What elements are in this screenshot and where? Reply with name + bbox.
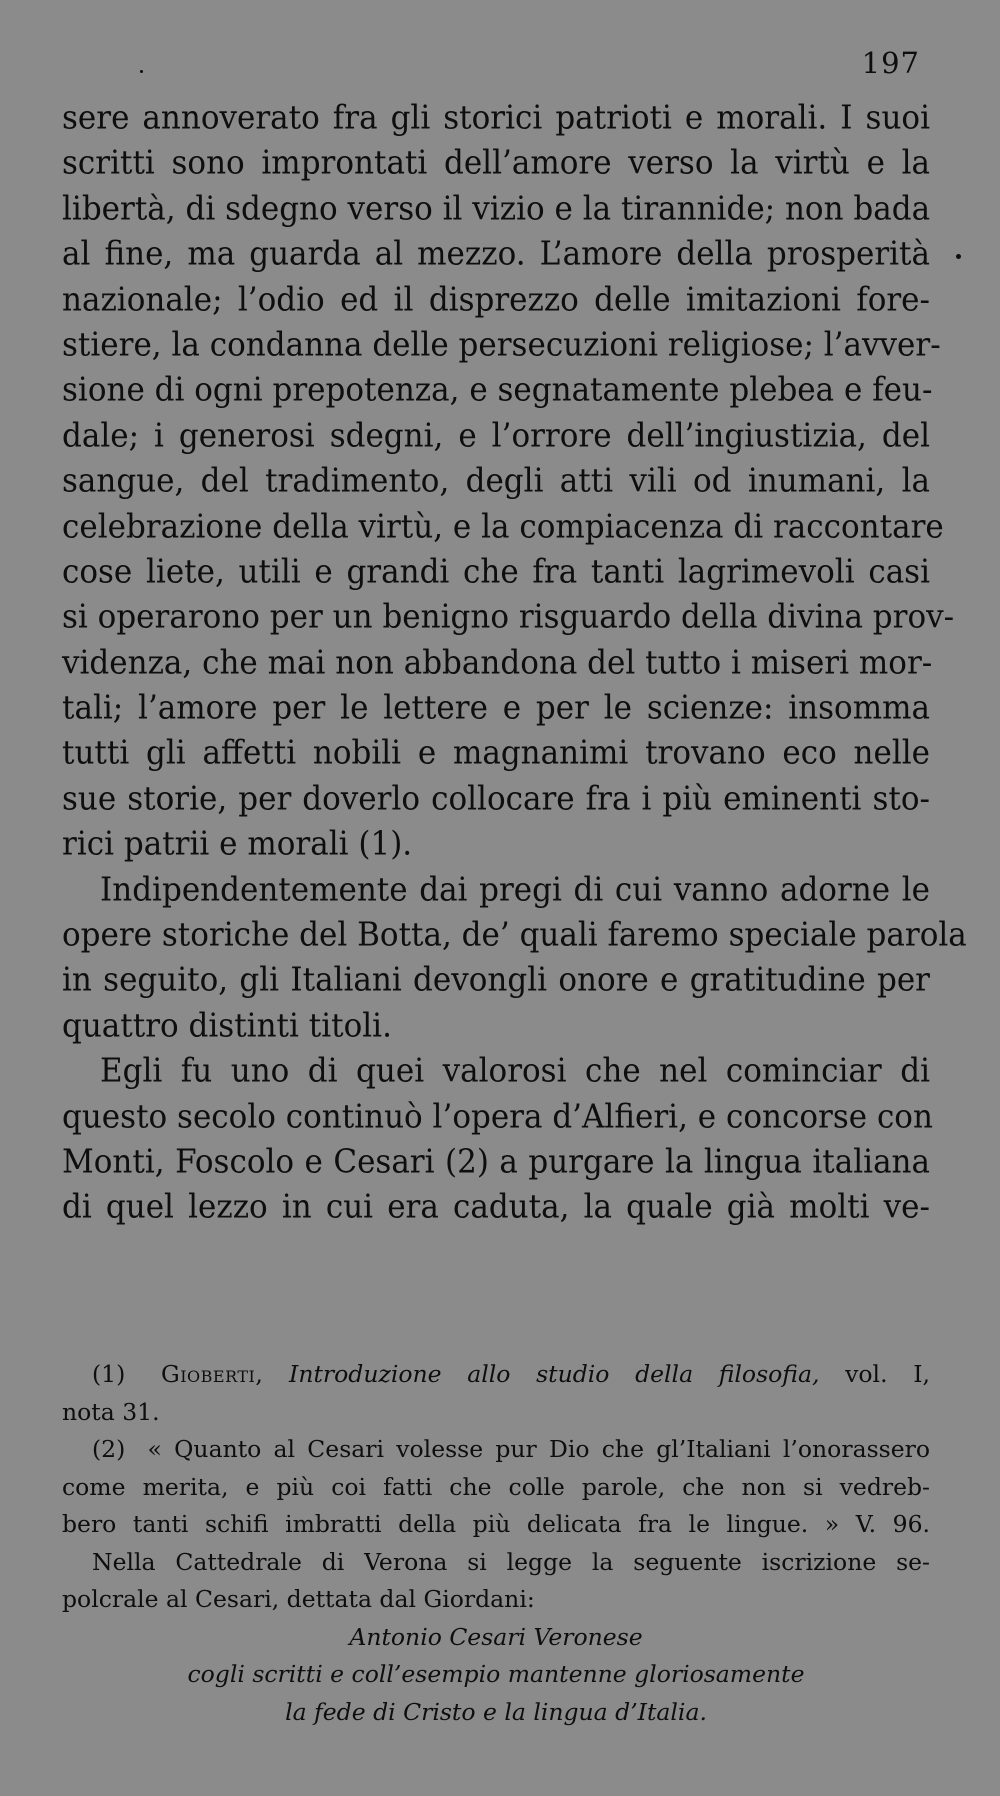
text-line: sere annoverato fra gli storici patrioti e morali. I suoi bbox=[62, 98, 930, 138]
text-line: tutti gli affetti nobili e magnanimi trovano eco nelle bbox=[62, 734, 930, 773]
text-line: scritti sono improntati dell’amore verso la virtù e la bbox=[62, 144, 930, 183]
footnote-marker: (1) bbox=[92, 1360, 126, 1388]
text-line: dale; i generosi sdegni, e l’orrore dell’ingiustizia, del bbox=[62, 416, 930, 455]
inscription-line: la fede di Cristo e la lingua d’Italia. bbox=[285, 1697, 707, 1726]
footnote-1 bbox=[62, 1356, 930, 1394]
text-line: quattro distinti titoli. bbox=[62, 1006, 392, 1045]
text-line: di quel lezzo in cui era caduta, la quale già molti ve- bbox=[62, 1188, 930, 1227]
text-line: cose liete, utili e grandi che fra tanti lagrimevoli casi bbox=[62, 552, 930, 591]
text-line: al fine, ma guarda al mezzo. L’amore della prosperità bbox=[62, 235, 930, 274]
ink-speck bbox=[956, 254, 961, 259]
book-page bbox=[62, 40, 967, 1780]
ink-speck bbox=[140, 70, 143, 73]
footnote-line: polcrale al Cesari, dettata dal Giordani: bbox=[62, 1585, 535, 1613]
text-line: tali; l’amore per le lettere e per le scienze: insomma bbox=[62, 688, 930, 728]
footnote-2 bbox=[62, 1431, 930, 1469]
footnote-ref: vol. I, bbox=[845, 1360, 930, 1388]
text-line: celebrazione della virtù, e la compiacenza di raccontare bbox=[62, 507, 944, 546]
inscription-line: Antonio Cesari Veronese bbox=[349, 1622, 643, 1651]
text-line: sue storie, per doverlo collocare fra i più eminenti sto- bbox=[62, 779, 930, 818]
text-line: opere storiche del Botta, de’ quali faremo speciale parola bbox=[62, 915, 967, 955]
text-line: questo secolo continuò l’opera d’Alfieri, e concorse con bbox=[62, 1097, 933, 1136]
footnote-marker: (2) bbox=[92, 1435, 126, 1463]
page-number: 197 bbox=[861, 46, 920, 80]
footnote-line: nota 31. bbox=[62, 1397, 160, 1426]
paragraph-start-line: Indipendentemente dai pregi di cui vanno adorne le bbox=[100, 870, 930, 909]
text-line: libertà, di sdegno verso il vizio e la tirannide; non bada bbox=[62, 189, 931, 228]
text-line: nazionale; l’odio ed il disprezzo delle imitazioni fore- bbox=[62, 280, 930, 319]
footnote-line: bero tanti schifi imbratti della più delicata fra le lingue. » V. 96. bbox=[62, 1510, 930, 1538]
footnote-line: Nella Cattedrale di Verona si legge la seguente iscrizione se- bbox=[92, 1547, 930, 1576]
paragraph-start-line: Egli fu uno di quei valorosi che nel cominciar di bbox=[100, 1052, 930, 1091]
body-text bbox=[62, 96, 967, 1231]
text-line: si operarono per un benigno risguardo della divina prov- bbox=[62, 598, 955, 637]
footnote-title: Introduzione allo studio della filosofia, bbox=[289, 1360, 820, 1388]
footnote-author: Gioberti, bbox=[160, 1360, 264, 1388]
text-line: videnza, che mai non abbandona del tutto i miseri mor- bbox=[62, 643, 933, 682]
text-line: sione di ogni prepotenza, e segnatamente plebea e feu- bbox=[62, 371, 933, 410]
text-line: stiere, la condanna delle persecuzioni religiose; l’avver- bbox=[62, 325, 941, 364]
footnotes bbox=[62, 1356, 930, 1731]
footnote-text: « Quanto al Cesari volesse pur Dio che gl’Italiani l’onorassero bbox=[147, 1435, 930, 1463]
text-line: Monti, Foscolo e Cesari (2) a purgare la lingua italiana bbox=[62, 1142, 930, 1182]
footnote-line: come merita, e più coi fatti che colle parole, che non si vedreb- bbox=[62, 1472, 930, 1501]
text-line: sangue, del tradimento, degli atti vili od inumani, la bbox=[62, 462, 930, 501]
text-line: rici patrii e morali (1). bbox=[62, 825, 413, 864]
inscription-line: cogli scritti e coll’esempio mantenne gloriosamente bbox=[187, 1660, 805, 1688]
text-line: in seguito, gli Italiani devongli onore e gratitudine per bbox=[62, 961, 930, 1000]
